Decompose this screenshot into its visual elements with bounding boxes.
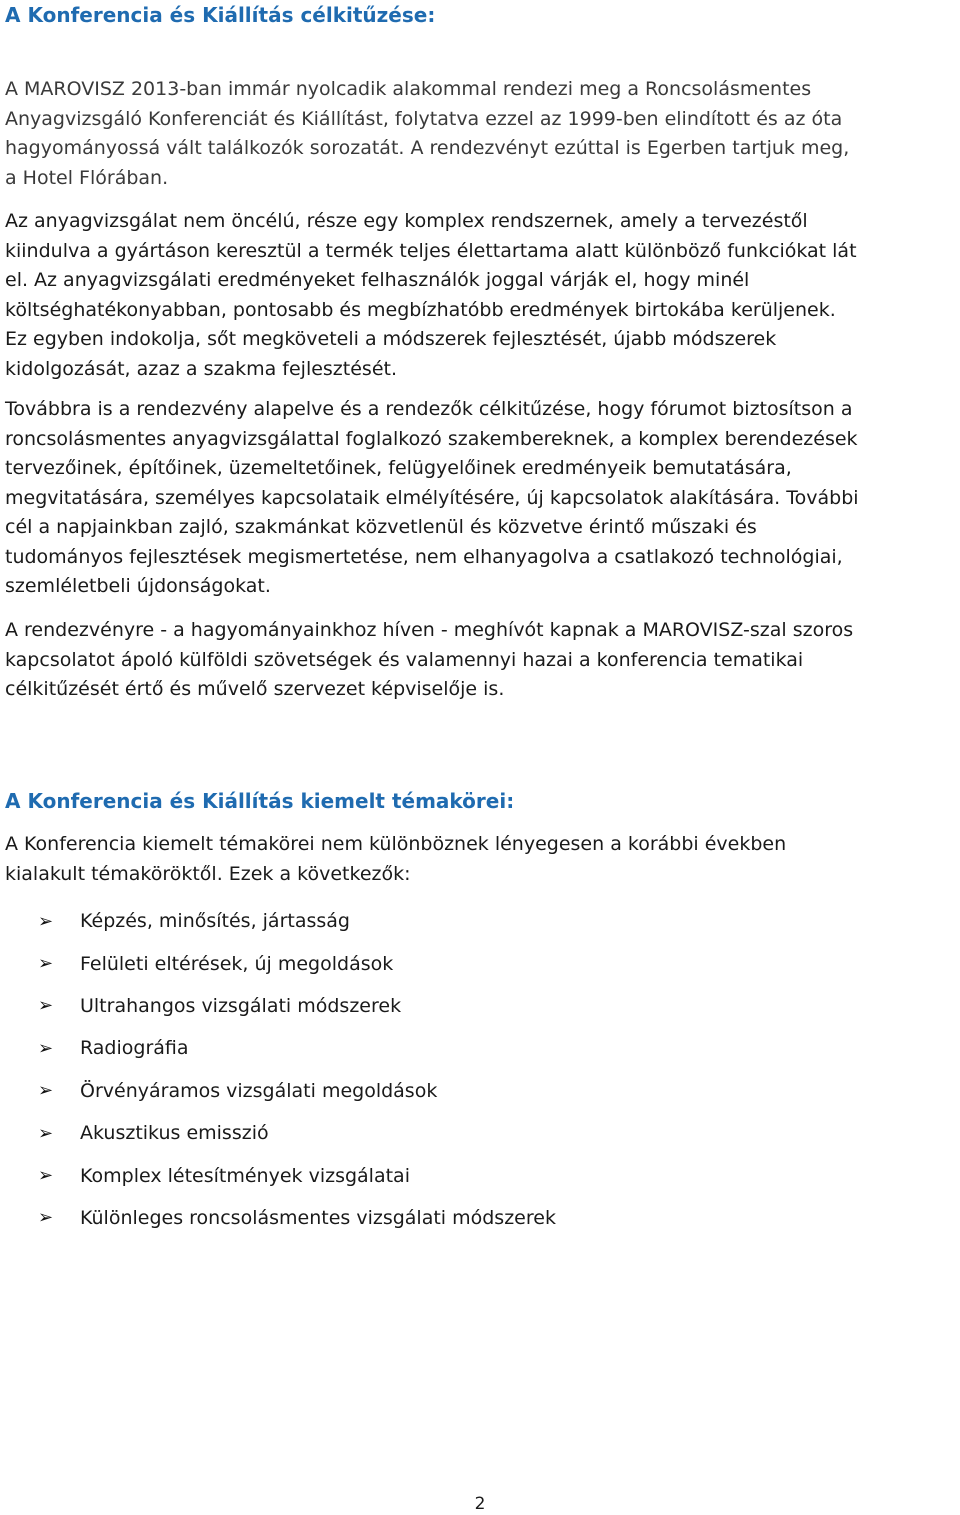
arrow-bullet-icon: ➢ — [38, 1080, 54, 1102]
text-line: szemléletbeli újdonságokat. — [5, 575, 271, 597]
text-line: a Hotel Flórában. — [5, 166, 169, 189]
text-line: A MAROVISZ 2013-ban immár nyolcadik alakommal rendezi meg a Roncsolásmentes — [5, 78, 812, 100]
text-line: kialakult témaköröktől. Ezek a következők: — [5, 862, 411, 885]
arrow-bullet-icon: ➢ — [38, 1165, 54, 1187]
paragraph-intro — [5, 75, 849, 193]
text-line: kapcsolatot ápoló külföldi szövetségek és valamennyi hazai a konferencia tematikai — [5, 648, 804, 671]
arrow-bullet-icon: ➢ — [38, 995, 54, 1017]
list-item — [38, 1154, 556, 1196]
text-line: cél a napjainkban zajló, szakmánkat közvetlenül és közvetve érintő műszaki és — [5, 516, 757, 538]
topic-label: Különleges roncsolásmentes vizsgálati módszerek — [80, 1206, 556, 1229]
paragraph-topics-intro — [5, 830, 786, 889]
section-title-goals: A Konferencia és Kiállítás célkitűzése: — [5, 3, 436, 27]
paragraph-purpose — [5, 207, 857, 384]
text-line: Anyagvizsgáló Konferenciát és Kiállítást, folytatva ezzel az 1999-ben elindított és az óta — [5, 107, 843, 130]
list-item — [38, 900, 556, 942]
text-line: A Konferencia kiemelt témakörei nem különböznek lényegesen a korábbi években — [5, 833, 787, 855]
text-line: roncsolásmentes anyagvizsgálattal foglalkozó szakembereknek, a komplex berendezések — [5, 427, 858, 450]
arrow-bullet-icon: ➢ — [38, 1207, 54, 1229]
page-number: 2 — [474, 1494, 486, 1514]
text-line: tervezőinek, építőinek, üzemeltetőinek, felügyelőinek eredményeik bemutatására, — [5, 457, 792, 479]
list-item — [38, 1197, 556, 1239]
list-item — [38, 1112, 556, 1154]
text-line: el. Az anyagvizsgálati eredményeket felhasználók joggal várják el, hogy minél — [5, 269, 750, 291]
topic-label: Radiográfia — [80, 1037, 189, 1060]
topic-label: Komplex létesítmények vizsgálatai — [80, 1164, 410, 1187]
topic-label: Ultrahangos vizsgálati módszerek — [80, 994, 402, 1017]
text-line: megvitatására, személyes kapcsolataik elmélyítésére, új kapcsolatok alakítására. További — [5, 486, 859, 509]
list-item — [38, 1070, 556, 1112]
list-item — [38, 1027, 556, 1069]
text-line: tudományos fejlesztések megismertetése, nem elhanyagolva a csatlakozó technológiai, — [5, 545, 843, 568]
text-line: célkitűzését értő és művelő szervezet képviselője is. — [5, 678, 505, 700]
paragraph-invitations — [5, 616, 853, 705]
paragraph-principles — [5, 395, 859, 602]
text-line: kidolgozását, azaz a szakma fejlesztését. — [5, 357, 397, 380]
topics-list — [38, 900, 556, 1239]
topic-label: Képzés, minősítés, jártasság — [80, 910, 350, 933]
text-line: Az anyagvizsgálat nem öncélú, része egy komplex rendszernek, amely a tervezéstől — [5, 210, 808, 232]
topic-label: Akusztikus emisszió — [80, 1122, 269, 1145]
text-line: hagyományossá vált találkozók sorozatát. A rendezvényt ezúttal is Egerben tartjuk meg, — [5, 137, 850, 159]
text-line: Ez egyben indokolja, sőt megköveteli a módszerek fejlesztését, újabb módszerek — [5, 328, 777, 350]
text-line: költséghatékonyabban, pontosabb és megbízhatóbb eredmények birtokába kerüljenek. — [5, 298, 836, 321]
arrow-bullet-icon: ➢ — [38, 1037, 54, 1059]
arrow-bullet-icon: ➢ — [38, 953, 54, 975]
section-title-topics: A Konferencia és Kiállítás kiemelt témakörei: — [5, 789, 515, 813]
list-item — [38, 942, 556, 984]
topic-label: Felületi eltérések, új megoldások — [80, 952, 394, 975]
topic-label: Örvényáramos vizsgálati megoldások — [80, 1079, 438, 1102]
arrow-bullet-icon: ➢ — [38, 1122, 54, 1144]
text-line: kiindulva a gyártáson keresztül a termék teljes élettartama alatt különböző funkciókat lát — [5, 239, 857, 262]
text-line: A rendezvényre - a hagyományainkhoz híven - meghívót kapnak a MAROVISZ-szal szoros — [5, 619, 854, 641]
text-line: Továbbra is a rendezvény alapelve és a rendezők célkitűzése, hogy fórumot biztosítson a — [5, 398, 853, 420]
list-item — [38, 985, 556, 1027]
arrow-bullet-icon: ➢ — [38, 910, 54, 932]
